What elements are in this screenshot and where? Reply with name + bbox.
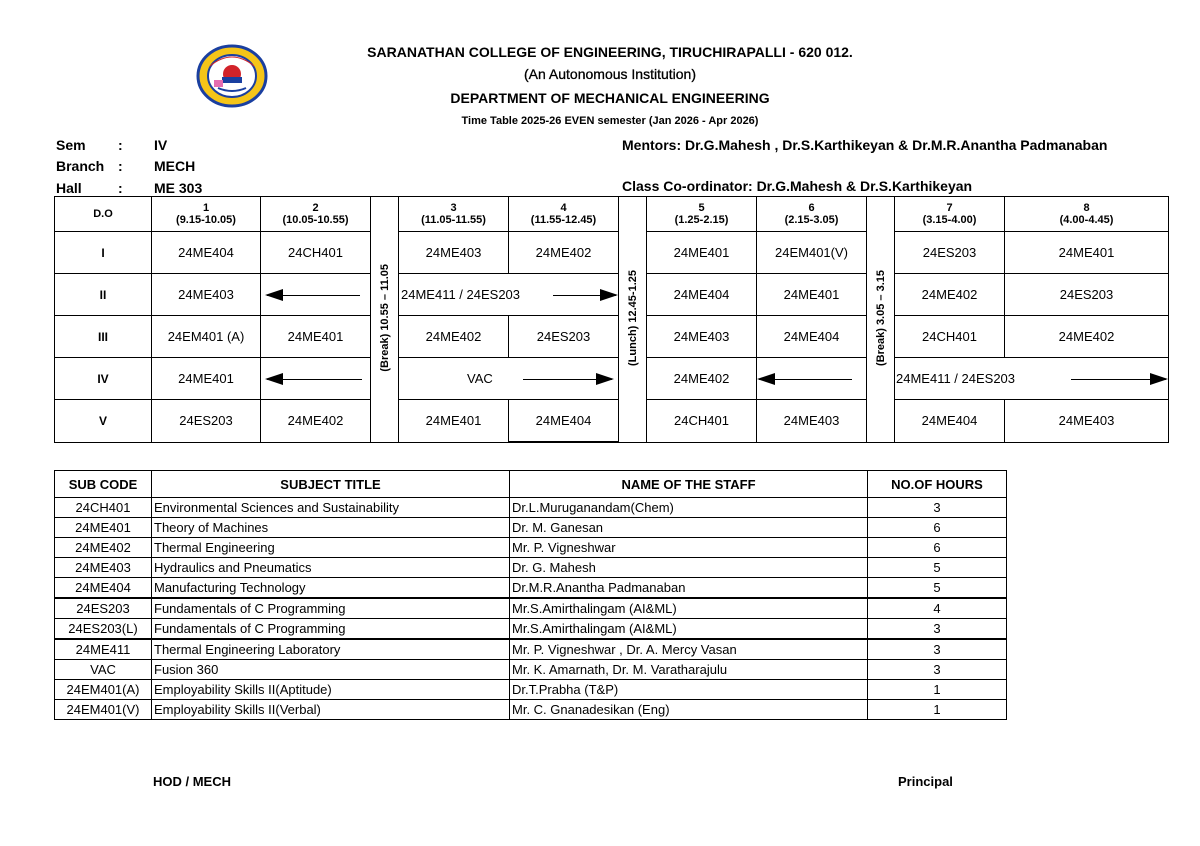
mentors: Mentors: Dr.G.Mahesh , Dr.S.Karthikeyan & Dr.M.R.Anantha Padmanaban (622, 137, 1108, 153)
table-row (55, 558, 1007, 578)
hours: 1 (868, 680, 1007, 700)
period-time: (4.00-4.45) (1059, 214, 1114, 226)
period-cell: 24ES203 (1005, 274, 1169, 316)
staff-name-header: NAME OF THE STAFF (510, 471, 868, 498)
staff-name: Mr. P. Vigneshwar , Dr. A. Mercy Vasan (510, 639, 868, 660)
subject-title: Thermal Engineering (152, 538, 510, 558)
period-cell: 24CH401 (895, 316, 1005, 358)
sub-code: 24ME402 (55, 538, 152, 558)
hours: 5 (868, 578, 1007, 599)
period-time: (10.05-10.55) (282, 214, 349, 226)
right-arrow-icon (523, 379, 612, 380)
continuation-cell (261, 358, 371, 400)
subject-title: Environmental Sciences and Sustainability (152, 498, 510, 518)
staff-name: Mr.S.Amirthalingam (AI&ML) (510, 619, 868, 640)
staff-name: Dr.T.Prabha (T&P) (510, 680, 868, 700)
timetable-row (55, 316, 1169, 358)
break-label: (Break) 3.05 – 3.15 (874, 269, 887, 366)
sub-code: 24ME411 (55, 639, 152, 660)
period-cell: 24ME404 (895, 400, 1005, 443)
period-cell: 24ME401 (1005, 232, 1169, 274)
timetable-row (55, 400, 1169, 443)
timetable-row (55, 232, 1169, 274)
staff-name: Dr. G. Mahesh (510, 558, 868, 578)
period-time: (11.55-12.45) (530, 214, 597, 226)
sub-code: 24EM401(A) (55, 680, 152, 700)
sub-code: 24ME403 (55, 558, 152, 578)
period-cell: 24ME402 (1005, 316, 1169, 358)
period-number: 7 (946, 202, 953, 214)
period-time: (2.15-3.05) (784, 214, 839, 226)
period-cell: 24ME404 (757, 316, 867, 358)
subject-title: Employability Skills II(Verbal) (152, 700, 510, 720)
period-number: 8 (1083, 202, 1090, 214)
subject-table-header (55, 471, 1007, 498)
period-number: 1 (202, 202, 210, 214)
period-cell: 24ME402 (399, 316, 509, 358)
day-label: IV (55, 358, 152, 400)
timetable-header-row (55, 197, 1169, 232)
sub-code: 24ME404 (55, 578, 152, 599)
day-label: V (55, 400, 152, 443)
hours: 3 (868, 639, 1007, 660)
period-cell: 24ME401 (647, 232, 757, 274)
sub-code: 24CH401 (55, 498, 152, 518)
period-cell: 24ME401 (757, 274, 867, 316)
department-name: DEPARTMENT OF MECHANICAL ENGINEERING (450, 90, 770, 106)
college-name: SARANATHAN COLLEGE OF ENGINEERING, TIRUCHIRAPALLI - 620 012. (367, 44, 853, 60)
period-time: (9.15-10.05) (176, 214, 236, 226)
do-header: D.O (55, 197, 152, 232)
break-label: (Break) 10.55 – 11.05 (378, 263, 391, 372)
sub-code: 24EM401(V) (55, 700, 152, 720)
period-header (895, 197, 1005, 232)
period-cell: 24ME402 (261, 400, 371, 443)
period-header (152, 197, 261, 232)
table-row (55, 700, 1007, 720)
day-label: I (55, 232, 152, 274)
period-header (647, 197, 757, 232)
period-number: 6 (808, 202, 815, 214)
period-cell: 24ME401 (261, 316, 371, 358)
period-cell: 24ME403 (399, 232, 509, 274)
hours: 3 (868, 660, 1007, 680)
period-cell: 24ME404 (509, 400, 619, 443)
period-cell: 24ME401 (152, 358, 261, 400)
table-row (55, 518, 1007, 538)
period-cell-label: VAC (467, 371, 493, 386)
sem-label: Sem (56, 137, 86, 153)
period-cell: 24ES203 (895, 232, 1005, 274)
sem-value: IV (154, 137, 168, 153)
period-cell (399, 358, 619, 400)
period-cell: 24ME403 (152, 274, 261, 316)
table-row (55, 639, 1007, 660)
period-header (399, 197, 509, 232)
hours: 6 (868, 518, 1007, 538)
day-label: II (55, 274, 152, 316)
period-number: 3 (450, 202, 457, 214)
period-number: 2 (312, 202, 319, 214)
hall-value: ME 303 (154, 180, 203, 196)
period-header (261, 197, 371, 232)
staff-name: Mr.S.Amirthalingam (AI&ML) (510, 598, 868, 619)
autonomous-label: (An Autonomous Institution) (524, 66, 696, 82)
left-arrow-icon (267, 379, 362, 380)
subject-title: Fusion 360 (152, 660, 510, 680)
period-header (757, 197, 867, 232)
period-cell: 24ME402 (895, 274, 1005, 316)
period-cell: 24ME403 (1005, 400, 1169, 443)
hours-header: NO.OF HOURS (868, 471, 1007, 498)
branch-colon: : (118, 158, 123, 174)
hours: 3 (868, 498, 1007, 518)
lunch-column (619, 197, 647, 443)
hall-colon: : (118, 180, 123, 196)
period-cell: 24ME402 (647, 358, 757, 400)
left-arrow-icon (759, 379, 852, 380)
period-time: (3.15-4.00) (922, 214, 977, 226)
sub-code: VAC (55, 660, 152, 680)
table-row (55, 660, 1007, 680)
period-cell: 24EM401(V) (757, 232, 867, 274)
period-cell (895, 358, 1169, 400)
period-cell: 24EM401 (A) (152, 316, 261, 358)
lunch-label: (Lunch) 12.45-1.25 (626, 269, 639, 366)
period-cell: 24ME402 (509, 232, 619, 274)
hours: 6 (868, 538, 1007, 558)
period-time: (11.05-11.55) (421, 214, 486, 226)
period-cell: 24ME401 (399, 400, 509, 443)
sub-code-header: SUB CODE (55, 471, 152, 498)
timetable-row (55, 358, 1169, 400)
staff-name: Dr.M.R.Anantha Padmanaban (510, 578, 868, 599)
period-header (1005, 197, 1169, 232)
period-cell: 24ES203 (152, 400, 261, 443)
period-cell: 24ME404 (647, 274, 757, 316)
table-row (55, 680, 1007, 700)
timetable (54, 196, 1169, 443)
sub-code: 24ES203 (55, 598, 152, 619)
subject-title: Fundamentals of C Programming (152, 619, 510, 640)
right-arrow-icon (1071, 379, 1166, 380)
left-arrow-icon (267, 295, 360, 296)
day-label: III (55, 316, 152, 358)
branch-value: MECH (154, 158, 196, 174)
sub-code: 24ME401 (55, 518, 152, 538)
hours: 3 (868, 619, 1007, 640)
period-cell: 24ME403 (647, 316, 757, 358)
period-cell-label: 24ME411 / 24ES203 (896, 371, 1016, 386)
period-cell: 24ME403 (757, 400, 867, 443)
table-row (55, 578, 1007, 599)
period-header (509, 197, 619, 232)
staff-name: Mr. K. Amarnath, Dr. M. Varatharajulu (510, 660, 868, 680)
subject-title: Manufacturing Technology (152, 578, 510, 599)
subject-title: Hydraulics and Pneumatics (152, 558, 510, 578)
period-cell: 24ME404 (152, 232, 261, 274)
principal-signature: Principal (898, 774, 953, 789)
subject-title: Thermal Engineering Laboratory (152, 639, 510, 660)
staff-name: Mr. P. Vigneshwar (510, 538, 868, 558)
subject-title: Fundamentals of C Programming (152, 598, 510, 619)
subject-title: Employability Skills II(Aptitude) (152, 680, 510, 700)
subject-title: Theory of Machines (152, 518, 510, 538)
table-row (55, 498, 1007, 518)
hours: 5 (868, 558, 1007, 578)
class-coordinator: Class Co-ordinator: Dr.G.Mahesh & Dr.S.Karthikeyan (622, 178, 973, 194)
branch-label: Branch (56, 158, 105, 174)
staff-name: Mr. C. Gnanadesikan (Eng) (510, 700, 868, 720)
table-row (55, 619, 1007, 640)
timetable-row (55, 274, 1169, 316)
period-cell: 24CH401 (261, 232, 371, 274)
period-number: 5 (698, 202, 705, 214)
period-time: (1.25-2.15) (674, 214, 729, 226)
break-column (867, 197, 895, 443)
staff-name: Dr.L.Muruganandam(Chem) (510, 498, 868, 518)
timetable-title: Time Table 2025-26 EVEN semester (Jan 2026 - Apr 2026) (461, 115, 759, 127)
sub-code: 24ES203(L) (55, 619, 152, 640)
period-cell-label: 24ME411 / 24ES203 (401, 287, 521, 302)
staff-name: Dr. M. Ganesan (510, 518, 868, 538)
sem-colon: : (118, 137, 123, 153)
right-arrow-icon (553, 295, 616, 296)
continuation-cell (261, 274, 371, 316)
subject-table (54, 470, 1007, 720)
table-row (55, 538, 1007, 558)
period-cell: 24CH401 (647, 400, 757, 443)
subject-title-header: SUBJECT TITLE (152, 471, 510, 498)
period-cell (399, 274, 619, 316)
break-column (371, 197, 399, 443)
hall-label: Hall (56, 180, 82, 196)
period-cell: 24ES203 (509, 316, 619, 358)
continuation-cell (757, 358, 867, 400)
hours: 1 (868, 700, 1007, 720)
period-number: 4 (560, 202, 567, 214)
hours: 4 (868, 598, 1007, 619)
table-row (55, 598, 1007, 619)
hod-signature: HOD / MECH (153, 774, 231, 789)
